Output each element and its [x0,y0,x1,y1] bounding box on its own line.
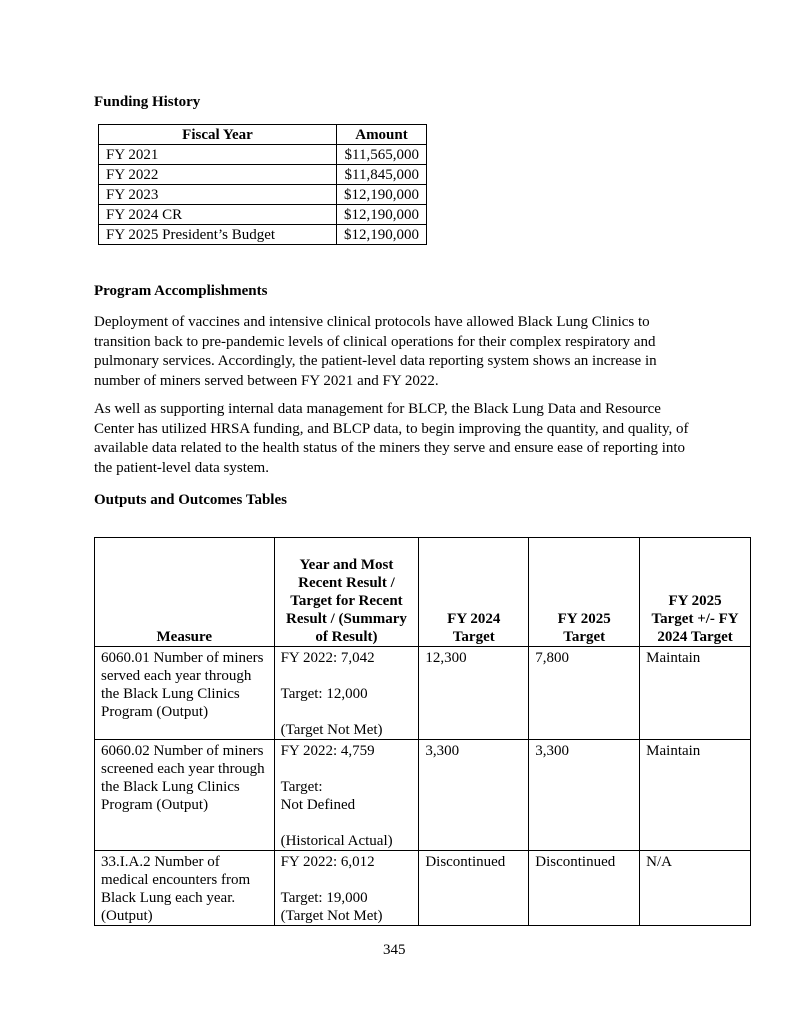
fy2025-target-header: FY 2025 Target [529,538,640,647]
table-row [95,851,751,926]
amount-cell: $11,565,000 [337,145,427,165]
accomplishments-paragraph-1: Deployment of vaccines and intensive clinical protocols have allowed Black Lung Clinics to transition back to pre-pandemic levels of clinical operations for their complex respiratory and pulmonary services. Accordingly, the patient-level data reporting system shows an increase in number of miners served between FY 2021 and FY 2022. [94,314,657,389]
target-difference-header: FY 2025 Target +/- FY 2024 Target [640,538,751,647]
accomplishments-paragraph-2: As well as supporting internal data management for BLCP, the Black Lung Data and Resource Center has utilized HRSA funding, and BLCP data, to begin improving the quantity, and quality, of available data related to the health status of the miners they serve and ensure ease of reporting into the patient-level data system. [94,401,689,476]
result-summary: (Target Not Met) [280,908,383,924]
table-row [99,225,427,245]
target-difference-cell: Maintain [640,740,751,851]
target-value: Not Defined [280,797,356,813]
fiscal-year-cell: FY 2023 [99,185,337,205]
target-value: Target: 12,000 [280,686,368,702]
measure-cell: 6060.02 Number of miners screened each year through the Black Lung Clinics Program (Output) [95,740,275,851]
fy2024-target-cell: Discontinued [419,851,529,926]
fy2024-target-cell: 12,300 [419,647,529,740]
amount-cell: $12,190,000 [337,225,427,245]
fiscal-year-cell: FY 2024 CR [99,205,337,225]
target-label: Target: [280,779,323,795]
result-summary: (Target Not Met) [280,722,383,738]
amount-header: Amount [337,125,427,145]
measure-cell: 6060.01 Number of miners served each year through the Black Lung Clinics Program (Output) [95,647,275,740]
fiscal-year-cell: FY 2025 President’s Budget [99,225,337,245]
program-accomplishments-heading: Program Accomplishments [94,283,268,299]
outcomes-table [94,537,751,926]
recent-result-cell [274,647,419,740]
measure-cell: 33.I.A.2 Number of medical encounters from Black Lung each year. (Output) [95,851,275,926]
measure-header: Measure [95,538,275,647]
funding-history-table [98,124,427,245]
recent-result-header: Year and Most Recent Result / Target for Recent Result / (Summary of Result) [274,538,419,647]
table-header-row [95,538,751,647]
outputs-outcomes-heading: Outputs and Outcomes Tables [94,492,287,508]
fy2025-target-cell: 3,300 [529,740,640,851]
fiscal-year-header: Fiscal Year [99,125,337,145]
table-row [99,145,427,165]
fiscal-year-cell: FY 2022 [99,165,337,185]
funding-history-heading: Funding History [94,94,201,110]
table-row [95,647,751,740]
table-row [99,185,427,205]
fy2025-target-cell: Discontinued [529,851,640,926]
target-value: Target: 19,000 [280,890,368,906]
result-value: FY 2022: 4,759 [280,743,375,759]
recent-result-cell [274,740,419,851]
amount-cell: $12,190,000 [337,205,427,225]
result-summary: (Historical Actual) [280,833,393,849]
recent-result-cell [274,851,419,926]
fy2025-target-cell: 7,800 [529,647,640,740]
result-value: FY 2022: 6,012 [280,854,375,870]
result-value: FY 2022: 7,042 [280,650,375,666]
fy2024-target-header: FY 2024 Target [419,538,529,647]
target-difference-cell: N/A [640,851,751,926]
target-difference-cell: Maintain [640,647,751,740]
amount-cell: $12,190,000 [337,185,427,205]
fiscal-year-cell: FY 2021 [99,145,337,165]
page-number: 345 [383,942,406,958]
table-row [99,205,427,225]
table-row [99,165,427,185]
table-header-row [99,125,427,145]
fy2024-target-cell: 3,300 [419,740,529,851]
amount-cell: $11,845,000 [337,165,427,185]
table-row [95,740,751,851]
